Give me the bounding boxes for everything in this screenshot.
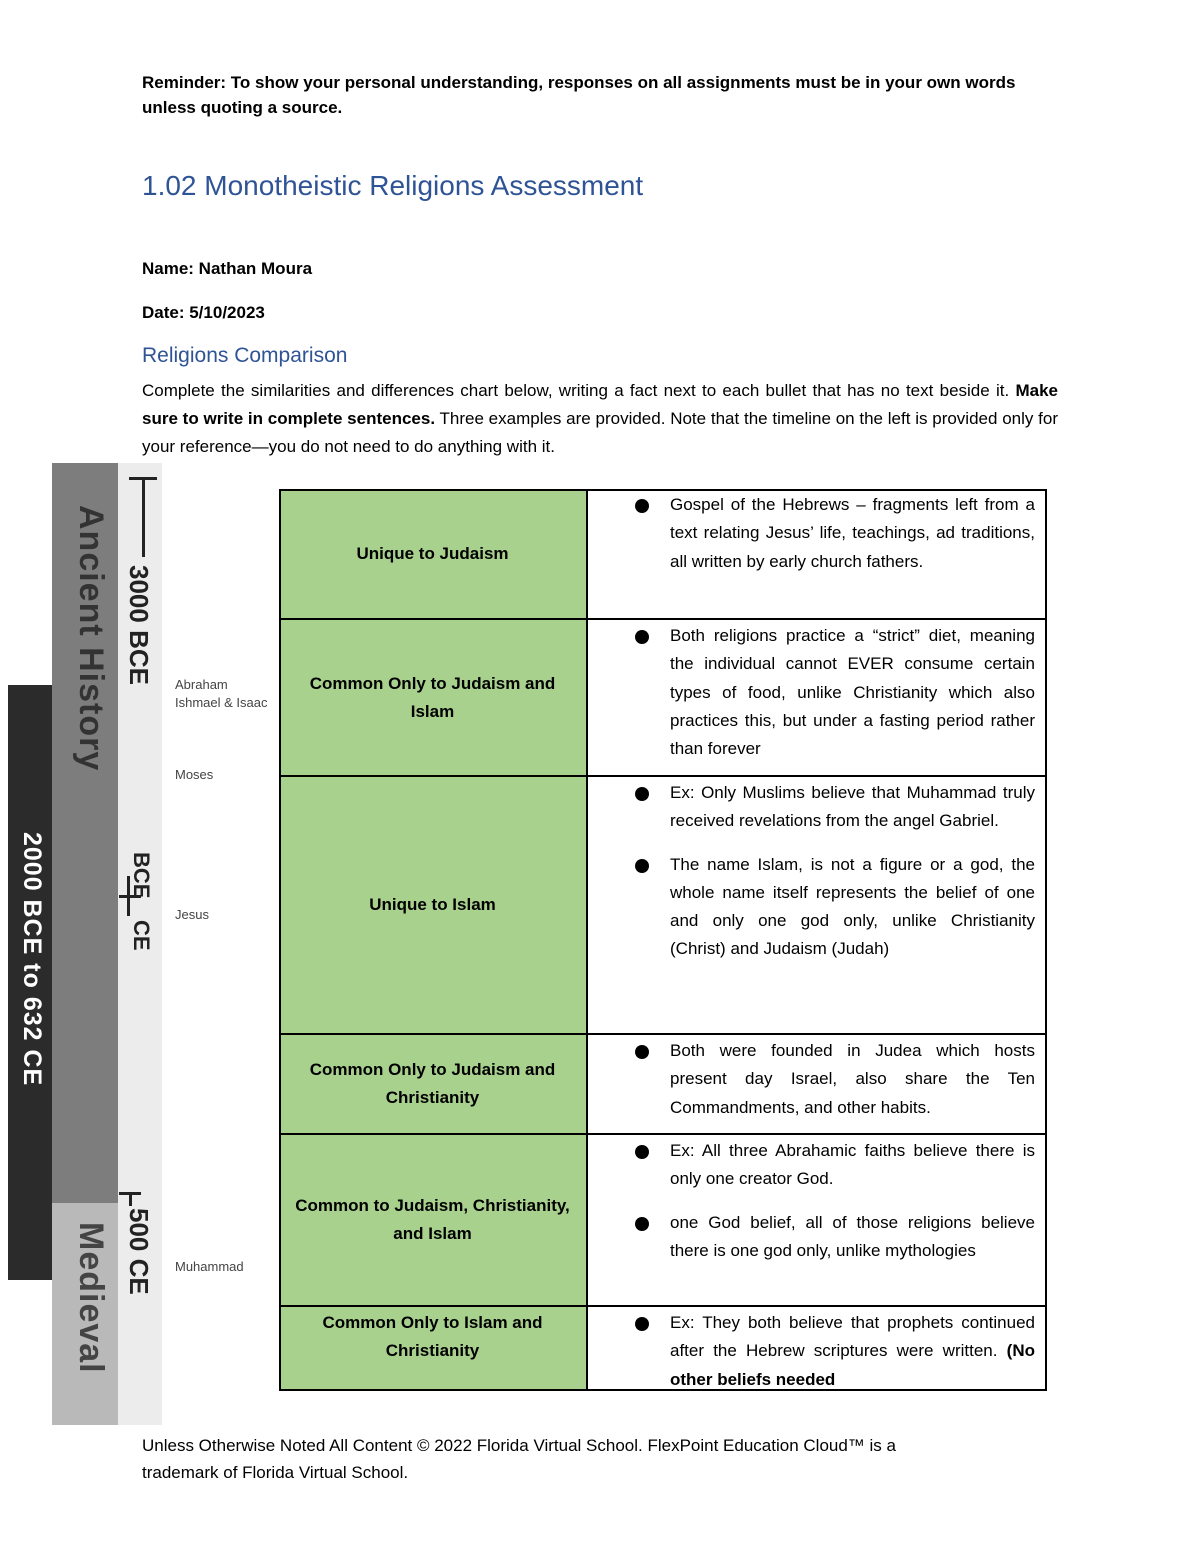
copyright-footer [142, 1432, 1042, 1486]
bullet-icon [635, 1045, 649, 1059]
fact-text: Ex: They both believe that prophets continued after the Hebrew scriptures were written. [670, 1313, 1035, 1361]
fact-text: Ex: Only Muslims believe that Muhammad truly received revelations from the angel Gabriel. [670, 783, 1035, 831]
chart-row-judaism-islam [279, 618, 1047, 775]
chart-row-all-three [279, 1133, 1047, 1305]
row-facts [588, 489, 1047, 618]
fact-item[interactable] [588, 1209, 1035, 1266]
student-name: Name: Nathan Moura [142, 259, 313, 278]
fact-text: Both religions practice a “strict” diet, meaning the individual cannot EVER consume certain types of food, unlike Christianity which also practices this, but under a fasting period rather than forever [670, 626, 1035, 759]
fact-text: Gospel of the Hebrews – fragments left from a text relating Jesus’ life, teachings, ad traditions, all written by early church fathers. [670, 495, 1035, 571]
row-category: Common Only to Judaism and Christianity [279, 1035, 588, 1133]
person-muhammad: Muhammad [175, 1259, 244, 1274]
row-category: Common Only to Islam and Christianity [279, 1307, 588, 1391]
fact-text: Both were founded in Judea which hosts present day Israel, also share the Ten Commandments, and other habits. [670, 1041, 1035, 1117]
row-facts [588, 620, 1047, 775]
tick-500-cross [119, 1192, 141, 1195]
row-category: Common to Judaism, Christianity, and Islam [279, 1135, 588, 1305]
bullet-icon [635, 1145, 649, 1159]
footer-line-1: Unless Otherwise Noted All Content © 2022 Florida Virtual School. FlexPoint Education Cloud™ is a [142, 1436, 896, 1455]
fact-text: Ex: All three Abrahamic faiths believe there is only one creator God. [670, 1141, 1035, 1189]
tick-label-ce: CE [129, 920, 154, 951]
chart-row-unique-judaism [279, 489, 1047, 618]
instructions-text-2: Three examples are provided. Note that the timeline on the left is provided only for your reference—you do not need to do anything with it. [142, 409, 1058, 456]
row-facts [588, 1035, 1047, 1133]
instructions [142, 377, 1058, 461]
reminder-line-1: Reminder: To show your personal understanding, responses on all assignments must be in your own words [142, 73, 1016, 92]
fact-item[interactable] [588, 491, 1035, 576]
row-category: Common Only to Judaism and Islam [279, 620, 588, 775]
person-abraham: Abraham [175, 677, 228, 692]
era-ancient-label: Ancient History [72, 505, 110, 772]
row-facts [588, 1307, 1047, 1391]
person-ishmael-isaac: Ishmael & Isaac [175, 695, 268, 710]
reminder-line-2: unless quoting a source. [142, 98, 343, 117]
instructions-bold: Make sure to write in complete sentences. [142, 381, 1058, 428]
chart-row-islam-christianity [279, 1305, 1047, 1391]
row-facts [588, 777, 1047, 1033]
bullet-icon [635, 1317, 649, 1331]
assignment-date: Date: 5/10/2023 [142, 303, 265, 322]
fact-text: one God belief, all of those religions believe there is one god only, unlike mythologies [670, 1212, 1035, 1260]
fact-item[interactable] [588, 622, 1035, 763]
chart-row-unique-islam [279, 775, 1047, 1033]
row-category: Unique to Judaism [279, 489, 588, 618]
fact-item[interactable] [588, 1309, 1035, 1391]
era-range-label: 2000 BCE to 632 CE [18, 832, 46, 1087]
tick-label-bce: BCE [129, 852, 154, 899]
tick-label-500-ce: 500 CE [124, 1208, 154, 1295]
person-moses: Moses [175, 767, 214, 782]
footer-line-2: trademark of Florida Virtual School. [142, 1463, 409, 1482]
bullet-icon [635, 787, 649, 801]
fact-item[interactable] [588, 851, 1035, 964]
reminder-note [142, 70, 1062, 120]
tick-label-3000-bce: 3000 BCE [124, 565, 154, 685]
instructions-text-1: Complete the similarities and differences chart below, writing a fact next to each bullet that has no text beside it. [142, 381, 1016, 400]
chart-row-judaism-christianity [279, 1033, 1047, 1133]
fact-item[interactable] [588, 1137, 1035, 1194]
bullet-icon [635, 630, 649, 644]
section-heading: Religions Comparison [142, 344, 348, 367]
row-category: Unique to Islam [279, 777, 588, 1033]
fact-item[interactable] [588, 1037, 1035, 1122]
bullet-icon [635, 499, 649, 513]
tick-arrow-shaft [142, 477, 145, 557]
comparison-chart [279, 489, 1047, 1391]
bullet-icon [635, 1217, 649, 1231]
row-facts [588, 1135, 1047, 1305]
fact-text: The name Islam, is not a figure or a god, the whole name itself represents the belief of one and only one god only, unlike Christianity (Christ) and Judaism (Judah) [670, 854, 1035, 959]
bullet-icon [635, 859, 649, 873]
person-jesus: Jesus [175, 907, 209, 922]
fact-note: (No other beliefs needed [670, 1341, 1035, 1389]
era-medieval-label: Medieval [72, 1222, 110, 1374]
page-title: 1.02 Monotheistic Religions Assessment [142, 170, 644, 201]
fact-item[interactable] [588, 779, 1035, 836]
